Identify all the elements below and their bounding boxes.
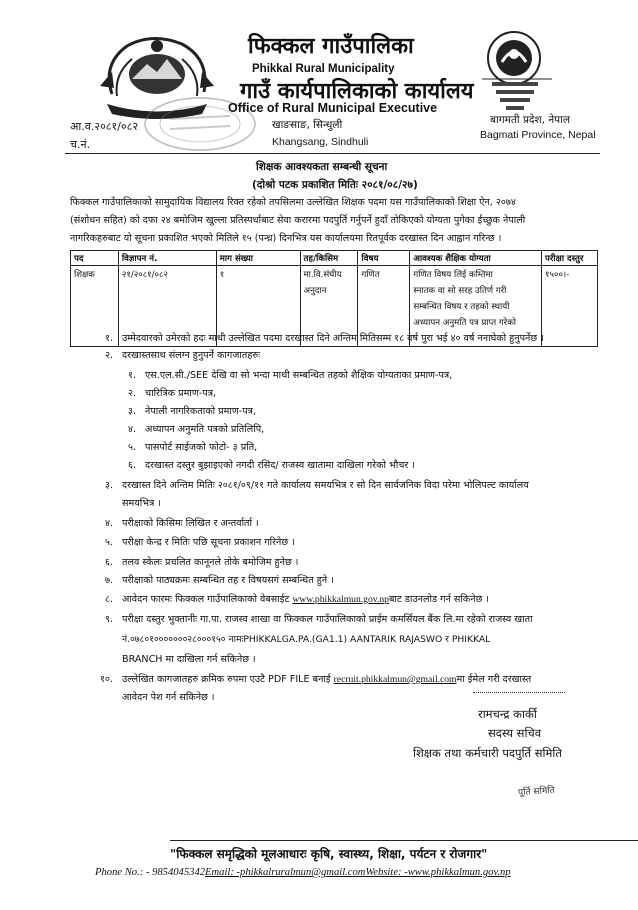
- footer-motto: "फिक्कल समृद्धिको मूलआधारः कृषि, स्वास्थ्य, शिक्षा, पर्यटन र रोजगार": [170, 847, 488, 861]
- header-divider: [65, 153, 600, 154]
- condition-5-number: ५.: [105, 537, 114, 548]
- intro-line-2: (संशोधन सहित) को दफा २४ बमोजिम खुल्ला प्रतिस्पर्धाबाट सेवा करारमा पदपुर्ति गर्नुपर्ने हुदाँ तोकिएको योग्यता पुगेका ईच्छुक नेपाली: [70, 215, 526, 226]
- office-name-en: Office of Rural Municipal Executive: [228, 101, 438, 115]
- committee-name: शिक्षक तथा कर्मचारी पदपुर्ति समिति: [413, 746, 562, 760]
- cell-fee: १५००।-: [542, 266, 598, 347]
- reference-number: च.नं.: [70, 138, 91, 151]
- level-line-1: मा.वि.संघीय: [303, 270, 342, 280]
- cell-post: शिक्षक: [71, 266, 119, 347]
- location-np: खाङसाङ, सिन्धुली: [272, 119, 343, 131]
- footer-phone: Phone No.: - 9854045342: [95, 867, 206, 878]
- condition-2-text: दरखास्तसाथ संलग्न हुनुपर्ने कागजातहरुः: [122, 350, 261, 361]
- footer-website[interactable]: Website: -www.phikkalmun.gov.np: [365, 867, 511, 878]
- email-link[interactable]: recruit.phikkalmun@gmail.com: [333, 674, 457, 685]
- doc-6-number: ६.: [128, 460, 137, 471]
- condition-4-text: परीक्षाको किसिमः लिखित र अन्तर्वार्ता ।: [122, 518, 259, 529]
- doc-2-text: चारित्रिक प्रमाण-पत्र,: [145, 388, 217, 399]
- col-header-subject: विषय: [358, 251, 410, 266]
- intro-line-3: नागरिकहरुबाट यो सूचना प्रकाशित भएको मितिले १५ (पन्ध्र) दिनभित्र यस कार्यालयमा रितपूर्वक दरखास्त दिन आह्वान गरिन्छ ।: [70, 233, 502, 244]
- condition-10-line-1: [122, 672, 531, 685]
- qualification-line-3: सम्बन्धित विषय र तहको स्थायी: [413, 302, 510, 312]
- doc-6-text: दरखास्त दस्तुर बुझाइएको नगदी रसिद/ राजस्व खातामा दाखिला गरेको भौचर ।: [145, 460, 415, 471]
- condition-8-text: [122, 592, 489, 605]
- condition-3-number: ३.: [105, 480, 114, 491]
- doc-3-number: ३.: [128, 406, 137, 417]
- condition-10-number: १०.: [100, 674, 114, 685]
- doc-4-text: अध्यापन अनुमति पत्रको प्रतिलिपि,: [145, 424, 265, 435]
- condition-3-line-1: दरखास्त दिने अन्तिम मितिः २०८१/०९/११ गते कार्यालय समयभित्र र सो दिन सार्वजनिक विदा परेमा भोलिपल्ट कार्यालय: [122, 480, 529, 491]
- condition-1-text: उम्मेदवारको उमेरको हदः माथी उल्लेखित पदमा दरखास्त दिने अन्तिम मितिसम्म १८ वर्ष पुरा भई ४० वर्ष ननाघेको हुनुपर्नेछ ।: [122, 333, 544, 344]
- col-header-ad-no: विज्ञापन नं.: [118, 251, 216, 266]
- condition-7-text: परीक्षाको पाठ्यक्रमः सम्बन्धित तह र विषयसगं सम्बन्धित हुने ।: [122, 575, 334, 586]
- condition-9-line-1: परीक्षा दस्तुर भुक्तानीः गा.पा. राजस्व शाखा वा फिक्कल गाउँपालिकाको प्राईम कमर्सियल बैंक लि.मा रहेको राजस्व खाता: [122, 614, 533, 625]
- condition-6-number: ६.: [105, 557, 114, 568]
- condition-8-number: ८.: [105, 594, 114, 605]
- condition-10-pre: उल्लेखित कागजातहरु क्रमिक रुपमा एउटै PDF FILE बनाई: [122, 674, 334, 685]
- condition-5-text: परीक्षा केन्द्र र मितिः पछि सूचना प्रकाशन गरिनेछ ।: [122, 537, 295, 548]
- notice-intro: [70, 194, 600, 248]
- condition-9-line-2: नं.०७८०१०००००००२८०००१५० नामःPHIKKALGA.PA.(GA1.1) AANTARIK RAJASWO र PHIKKAL: [122, 634, 491, 645]
- location-en: Khangsang, Sindhuli: [272, 136, 369, 148]
- doc-2-number: २.: [128, 388, 137, 399]
- condition-3-line-2: समयभित्र ।: [122, 498, 161, 509]
- signatory-name: रामचन्द्र कार्की: [478, 707, 537, 721]
- signatory-title: सदस्य सचिव: [488, 726, 542, 740]
- condition-4-number: ४.: [105, 518, 114, 529]
- doc-5-text: पासपोर्ट साईजको फोटो- ३ प्रति,: [145, 442, 258, 453]
- doc-1-text: एस.एल.सी./SEE देखि वा सो भन्दा माथी सम्बन्धित तहको शैक्षिक योग्यताका प्रमाण-पत्र,: [145, 370, 453, 381]
- qualification-line-2: स्नातक वा सो सरह उतिर्ण गरी: [413, 286, 507, 296]
- notice-subtitle: (दोश्रो पटक प्रकाशित मितिः २०८१/०८/२७): [252, 179, 418, 191]
- footer-contact: [95, 867, 511, 878]
- doc-1-number: १.: [128, 370, 137, 381]
- condition-2-number: २.: [105, 350, 114, 361]
- condition-9-number: ९.: [105, 614, 114, 625]
- website-link[interactable]: www.phikkalmun.gov.np: [292, 594, 389, 605]
- fiscal-year: आ.व.२०८१/०८२: [70, 120, 139, 133]
- condition-8-post: बाट डाउनलोड गर्न सकिनेछ ।: [388, 594, 490, 605]
- level-line-2: अनुदान: [303, 286, 327, 296]
- condition-8-pre: आवेदन फारमः फिक्कल गाउँपालिकाको वेबसाईट: [122, 594, 293, 605]
- cell-subject: गणित: [358, 266, 410, 347]
- doc-5-number: ५.: [128, 442, 137, 453]
- table-header-row: [71, 251, 598, 266]
- col-header-demand: माग संख्या: [216, 251, 300, 266]
- committee-stamp: पूर्ति समिति: [517, 785, 556, 799]
- doc-4-number: ४.: [128, 424, 137, 435]
- footer-divider: [170, 840, 638, 841]
- condition-10-line-2: आवेदन पेश गर्न सकिनेछ ।: [122, 692, 215, 703]
- intro-line-1: फिक्कल गाउँपालिकाको सामुदायिक विद्यालय रिक्त रहेको तपसिलमा उल्लेखित शिक्षक पदमा यस गाउँपालिकाको शिक्षा ऐन, २०७४: [70, 197, 516, 208]
- col-header-fee: परीक्षा दस्तुर: [542, 251, 598, 266]
- signature-line: [473, 692, 565, 693]
- province-np: बागमती प्रदेश, नेपाल: [490, 114, 570, 126]
- cell-ad-no: २१/२०८१/०८२: [118, 266, 216, 347]
- condition-9-line-3: BRANCH मा दाखिला गर्न सकिनेछ ।: [122, 654, 256, 665]
- col-header-level: तह/किसिम: [300, 251, 358, 266]
- condition-1-number: १.: [105, 333, 114, 344]
- municipality-name-en: Phikkal Rural Municipality: [252, 63, 395, 75]
- col-header-qualification: आवश्यक शैक्षिक योग्यता: [410, 251, 542, 266]
- municipality-name-np: फिक्कल गाउँपालिका: [248, 34, 414, 59]
- qualification-line-1: गणित विषय लिई कम्तिमा: [413, 270, 493, 280]
- footer-email[interactable]: Email: -phikkalruralmun@gmail.com: [205, 867, 366, 878]
- condition-6-text: तलव स्केलः प्रचलित कानूनले तोके बमोजिम हुनेछ ।: [122, 557, 299, 568]
- qualification-line-4: अध्यापन अनुमति पत्र प्राप्त गरेको: [413, 318, 517, 328]
- province-en: Bagmati Province, Nepal: [480, 129, 596, 141]
- col-header-post: पद: [71, 251, 119, 266]
- notice-title: शिक्षक आवश्यकता सम्बन्धी सूचना: [256, 161, 388, 173]
- condition-7-number: ७.: [105, 575, 114, 586]
- condition-10-post: मा ईमेल गरी दरखास्त: [456, 674, 532, 685]
- doc-3-text: नेपाली नागरिकताको प्रमाण-पत्र,: [145, 406, 257, 417]
- office-name-np: गाउँ कार्यपालिकाको कार्यालय: [240, 79, 474, 104]
- cell-demand: १: [216, 266, 300, 347]
- municipality-seal-logo: [462, 24, 574, 114]
